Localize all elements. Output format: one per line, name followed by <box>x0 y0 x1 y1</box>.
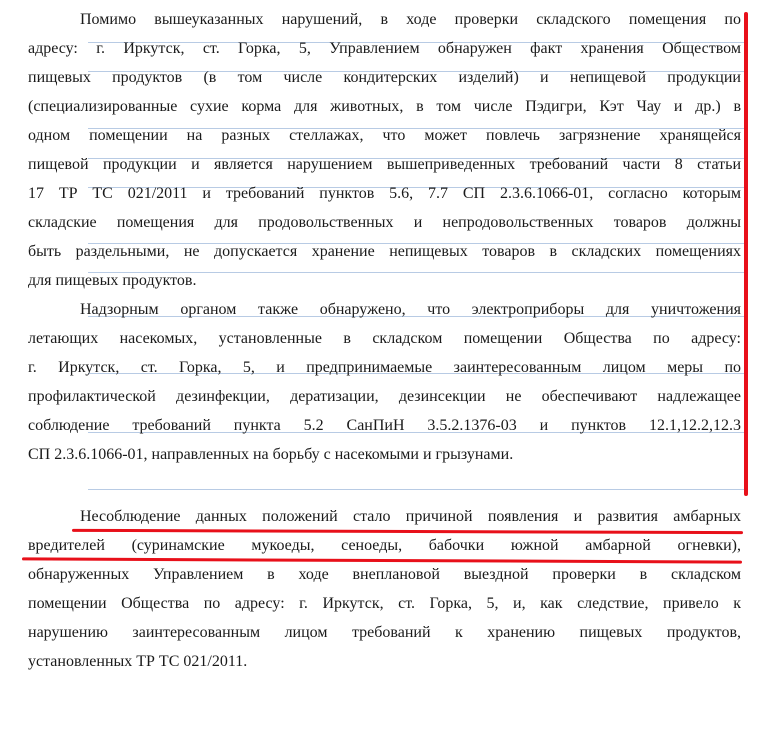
paragraph-3-line: нарушению заинтересованным лицом требований к хранению пищевых продуктов, <box>28 624 741 641</box>
paragraph-1-line: 17 ТР ТС 021/2011 и требований пунктов 5.6, 7.7 СП 2.3.6.1066-01, согласно которым <box>28 185 741 202</box>
paragraph-1-line: Помимо вышеуказанных нарушений, в ходе проверки складского помещения по <box>80 11 741 28</box>
paragraph-3-line: установленных ТР ТС 021/2011. <box>28 653 248 670</box>
paragraph-2-line: г. Иркутск, ст. Горка, 5, и предпринимаемые заинтересованным лицом меры по <box>28 359 741 376</box>
paragraph-1-line: адресу: г. Иркутск, ст. Горка, 5, Управлением обнаружен факт хранения Обществом <box>28 40 741 57</box>
paragraph-3-line: вредителей (суринамские мукоеды, сеноеды, бабочки южной амбарной огневки), <box>28 537 741 554</box>
paragraph-1-line: одном помещении на разных стеллажах, что может повлечь загрязнение хранящейся <box>28 127 741 144</box>
paragraph-2-line: профилактической дезинфекции, дератизации, дезинсекции не обеспечивают надлежащее <box>28 388 741 405</box>
paragraph-1-line: (специализированные сухие корма для животных, в том числе Пэдигри, Кэт Чау и др.) в <box>28 98 741 115</box>
paragraph-3-line: обнаруженных Управлением в ходе внеплановой выездной проверки в складском <box>28 566 741 583</box>
paragraph-1-line: для пищевых продуктов. <box>28 272 197 289</box>
text-guide-line <box>88 489 748 490</box>
paragraph-2-line: Надзорным органом также обнаружено, что электроприборы для уничтожения <box>80 301 741 318</box>
paragraph-2-line: соблюдение требований пункта 5.2 СанПиН 3.5.2.1376-03 и пунктов 12.1,12.2,12.3 <box>28 417 741 434</box>
paragraph-1-line: пищевых продуктов (в том числе кондитерских изделий) и непищевой продукции <box>28 69 741 86</box>
paragraph-2-line: летающих насекомых, установленные в складском помещении Общества по адресу: <box>28 330 741 347</box>
paragraph-3-line: помещении Общества по адресу: г. Иркутск, ст. Горка, 5, и, как следствие, привело к <box>28 595 741 612</box>
paragraph-2-line: СП 2.3.6.1066-01, направленных на борьбу с насекомыми и грызунами. <box>28 446 514 463</box>
red-margin-marker <box>744 12 748 496</box>
paragraph-3-line: Несоблюдение данных положений стало причиной появления и развития амбарных <box>80 508 741 525</box>
paragraph-1-line: пищевой продукции и является нарушением вышеприведенных требований части 8 статьи <box>28 156 741 173</box>
paragraph-1-line: складские помещения для продовольственных и непродовольственных товаров должны <box>28 214 741 231</box>
paragraph-1-line: быть раздельными, не допускается хранение непищевых товаров в складских помещениях <box>28 243 741 260</box>
